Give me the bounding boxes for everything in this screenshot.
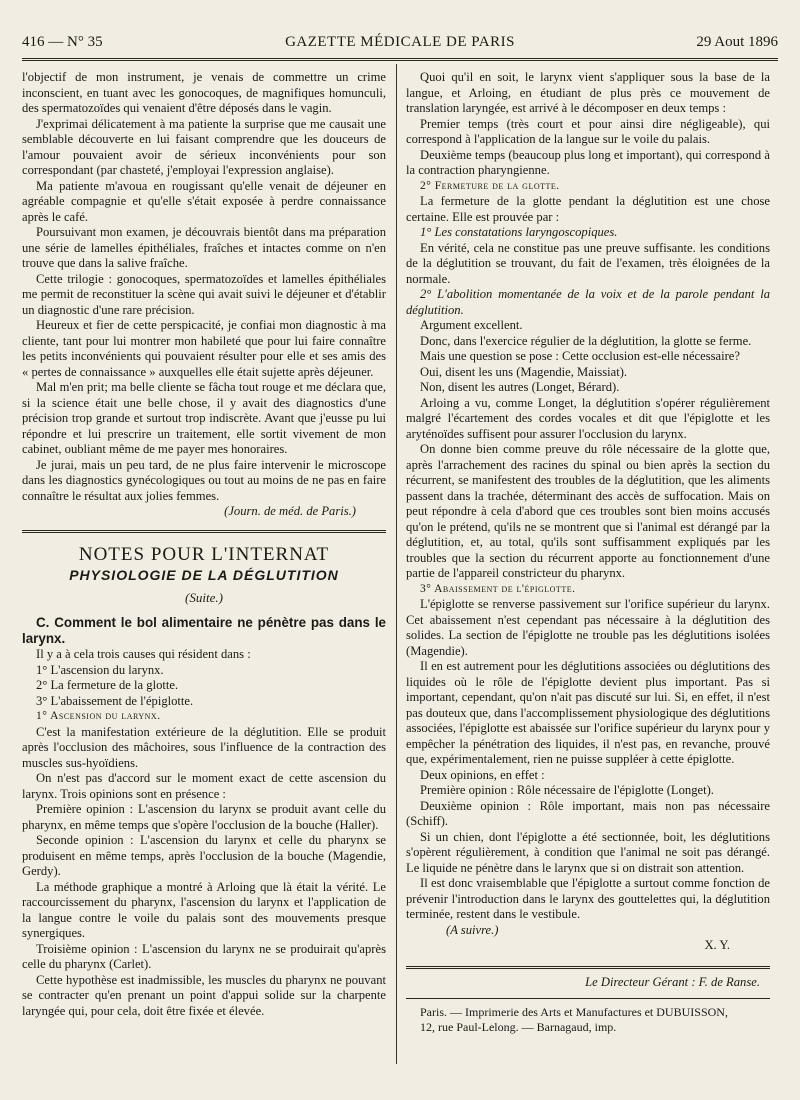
subsection-heading: C. Comment le bol alimentaire ne pénètre pas dans le larynx. [22,615,386,646]
paragraph: 2° L'abolition momentanée de la voix et de la parole pendant la déglutition. [406,287,770,317]
paragraph: Première opinion : Rôle nécessaire de l'épiglotte (Longet). [420,783,714,797]
footer-rule [406,966,770,969]
paragraph: La méthode graphique a montré à Arloing que là était la vérité. Le raccourcissement du pharynx, l'ascension du larynx et l'application de la langue contre le voile du palais sont des mouvements presque synergiques. [22,879,386,940]
paragraph: On n'est pas d'accord sur le moment exact de cette ascension du larynx. Trois opinions sont en présence : [22,771,386,801]
paragraph: Poursuivant mon examen, je découvrais bientôt dans ma préparation une série de lamelles épithéliales, fraîches et intactes comme on n'en trouve que dans la salive fraîche. [22,225,386,270]
printer-address: 12, rue Paul-Lelong. — Barnagaud, imp. [420,1020,617,1034]
page-header [22,28,778,56]
paragraph: Il y a à cela trois causes qui résident dans : [36,647,251,661]
paragraph: Heureux et fier de cette perspicacité, je confiai mon diagnostic à ma cliente, tant pour lui montrer mon habileté que pour lui faire connaître les petits inconvénients qui pouvaient résulter pour elle et ses amis des « pertes de connaissance » auxquelles elle était sujette après déjeuner. [22,318,386,379]
subheading: 3° Abaissement de l'épiglotte. [420,582,576,595]
subheading: 1° Ascension du larynx. [36,710,161,722]
paragraph: Il en est autrement pour les déglutitions associées ou déglutitions des liquides où le rôle de l'épiglotte devient plus important. Pas si important, cependant, qu'on n'ait pas discuté sur lui. Si, en effet, il n'est pas douteux que, dans l'accomplissement physiologique des déglutitions associées, l'épiglotte est abaissée sur l'orifice supérieur du larynx pour y empêcher la pénétration des liquides, il n'est pas, en revanche, prouvé que, expérimentalement, rien ne puisse suppléer à cette épiglotte. [406,659,770,766]
paragraph: La fermeture de la glotte pendant la déglutition est une chose certaine. Elle est prouvée par : [406,194,770,224]
paragraph: Quoi qu'il en soit, le larynx vient s'appliquer sous la base de la langue, et Arloing, en étudiant de plus près ce mouvement de translation laryngée, est arrivé à le décomposer en deux temps : [406,70,770,115]
section-title: NOTES POUR L'INTERNAT [78,543,330,565]
paragraph: Il est donc vraisemblable que l'épiglotte a surtout comme fonction de prévenir l'introduction dans le larynx des gouttelettes qui, la déglutition terminée, restent dans le vestibule. [406,876,770,921]
director-line: Le Directeur Gérant : F. de Ranse. [585,974,760,989]
section-continued: (Suite.) [185,589,223,605]
list-item: 3° L'abaissement de l'épiglotte. [36,693,194,708]
paragraph: On donne bien comme preuve du rôle nécessaire de la glotte que, après l'arrachement des racines du spinal ou bien après la section du récurrent, se manifestent des troubles de la déglutition, que les aliments passent dans la trachée, déterminant des accès de suffocation. Mais on peut répondre à cela d'abord que ces troubles sont bien moins accusés qu'on le prétend, qu'ils ne se montrent que si l'animal est dérangé par la déglutition, et, au total, qu'ils sont suffisamment expliqués par les troubles que la section du récurrent apporte au fonctionnement d'une partie de l'appareil constricteur du pharynx. [406,442,770,580]
paragraph: l'objectif de mon instrument, je venais de commettre un crime inconscient, en tuant avec les gonocoques, de magnifiques homunculi, des spermatozoïdes qui venaient d'être déposés dans le vagin. [22,70,386,115]
paragraph: Cette hypothèse est inadmissible, les muscles du pharynx ne pouvant se contracter qu'en prenant un point d'appui solide sur la charpente laryngée qui, pour cela, doit être fixée et élevée. [22,972,386,1018]
source-citation: (Journ. de méd. de Paris.) [224,504,356,518]
paragraph: Mal m'en prit; ma belle cliente se fâcha tout rouge et me déclara que, si la science était une belle chose, il y avait des diagnostics d'une précision trop grande et surtout trop indiscrète. Avant que j'eusse pu lui répondre et lui prescrire un traitement, elle sortit vivement de mon cabinet, oubliant même de me payer mes honoraires. [22,380,386,456]
paragraph: Deuxième temps (beaucoup plus long et important), qui correspond à la contraction pharyngienne. [406,147,770,177]
paragraph: Si un chien, dont l'épiglotte a été sectionnée, boit, les déglutitions s'opèrent régulièrement, à condition que l'animal ne soit pas dérangé. Le liquide ne pénètre dans le larynx que si on distrait son attention. [406,829,770,875]
list-item: 2° La fermeture de la glotte. [36,678,179,692]
paragraph: Seconde opinion : L'ascension du larynx et celle du pharynx se produisent en même temps, après l'occlusion de la bouche (Magendie, Gerdy). [22,833,386,878]
to-be-continued: (A suivre.) [446,922,499,937]
paragraph: C'est la manifestation extérieure de la déglutition. Elle se produit après l'occlusion des mâchoires, sous l'influence de la contraction des muscles sus-hyoïdiens. [22,724,386,770]
paragraph: Cette trilogie : gonocoques, spermatozoïdes et lamelles épithéliales me permit de reconstituer la scène qui avait suivi le déjeuner et d'établir un diagnostic d'une rare précision. [22,271,386,317]
paragraph: 1° Les constatations laryngoscopiques. [420,225,618,239]
paragraph: Non, disent les autres (Longet, Bérard). [420,380,620,394]
subheading: 2° Fermeture de la glotte. [420,179,560,192]
paragraph: Première opinion : L'ascension du larynx se produit avant celle du pharynx, en même temps que s'opère l'occlusion de la bouche (Haller). [22,802,386,832]
paragraph: Je jurai, mais un peu tard, de ne plus faire intervenir le microscope dans les diagnostics gynécologiques ou tout au moins de ne pas en faire connaître le résultat aux jolies femmes. [22,457,386,503]
paragraph: Argument excellent. [420,318,523,332]
paragraph: Premier temps (très court et pour ainsi dire négligeable), qui correspond à l'application de la langue sur le voile du palais. [406,116,770,146]
paragraph: Donc, dans l'exercice régulier de la déglutition, la glotte se ferme. [420,333,752,348]
paragraph: Arloing a vu, comme Longet, la déglutition s'opérer régulièrement malgré l'écartement des cordes vocales et dit que l'épiglotte et les aryténoïdes suffisent pour assurer l'occlusion du larynx. [406,395,770,441]
list-item: 1° L'ascension du larynx. [36,662,164,677]
paragraph: En vérité, cela ne constitue pas une preuve suffisante. les conditions de la déglutition se trouvant, du fait de l'examen, très éloignées de la normale. [406,240,770,286]
printer-rule [406,998,770,999]
paragraph: Troisième opinion : L'ascension du larynx ne se produirait qu'après celle du pharynx (Carlet). [22,941,386,971]
header-rule [22,58,778,61]
signature: X. Y. [704,938,730,952]
paragraph: Mais une question se pose : Cette occlusion est-elle nécessaire? [420,349,740,363]
paragraph: Ma patiente m'avoua en rougissant qu'elle venait de déjeuner en agréable compagnie et qu'elle s'était exposée à perdre connaissance après le café. [22,178,386,224]
section-subtitle: PHYSIOLOGIE DE LA DÉGLUTITION [69,567,339,583]
paragraph: Deuxième opinion : Rôle important, mais non pas nécessaire (Schiff). [406,798,770,828]
paragraph: Deux opinions, en effet : [420,767,545,782]
page-number: 416 — N° 35 [22,34,103,50]
column-divider [396,64,397,1064]
paragraph: Oui, disent les uns (Magendie, Maissiat). [420,364,628,379]
paragraph: L'épiglotte se renverse passivement sur l'orifice supérieur du larynx. Cet abaissement n'est cependant pas nécessaire à la déglutition des solides. La section de l'épiglotte ne trouble pas les déglutitions isolées (Magendie). [406,597,770,658]
section-rule [22,530,386,533]
journal-title: GAZETTE MÉDICALE DE PARIS [285,34,515,50]
paragraph: J'exprimai délicatement à ma patiente la surprise que me causait une semblable découverte en lui faisant comprendre que les douceurs de l'amour pouvaient avoir de sérieux inconvénients pour son correspondant (par chasteté, j'employai l'expression anglaise). [22,116,386,177]
issue-date: 29 Aout 1896 [696,34,778,50]
left-column [22,70,386,1019]
right-column [406,70,770,1035]
printer-line: Paris. — Imprimerie des Arts et Manufactures et DUBUISSON, [420,1005,728,1019]
